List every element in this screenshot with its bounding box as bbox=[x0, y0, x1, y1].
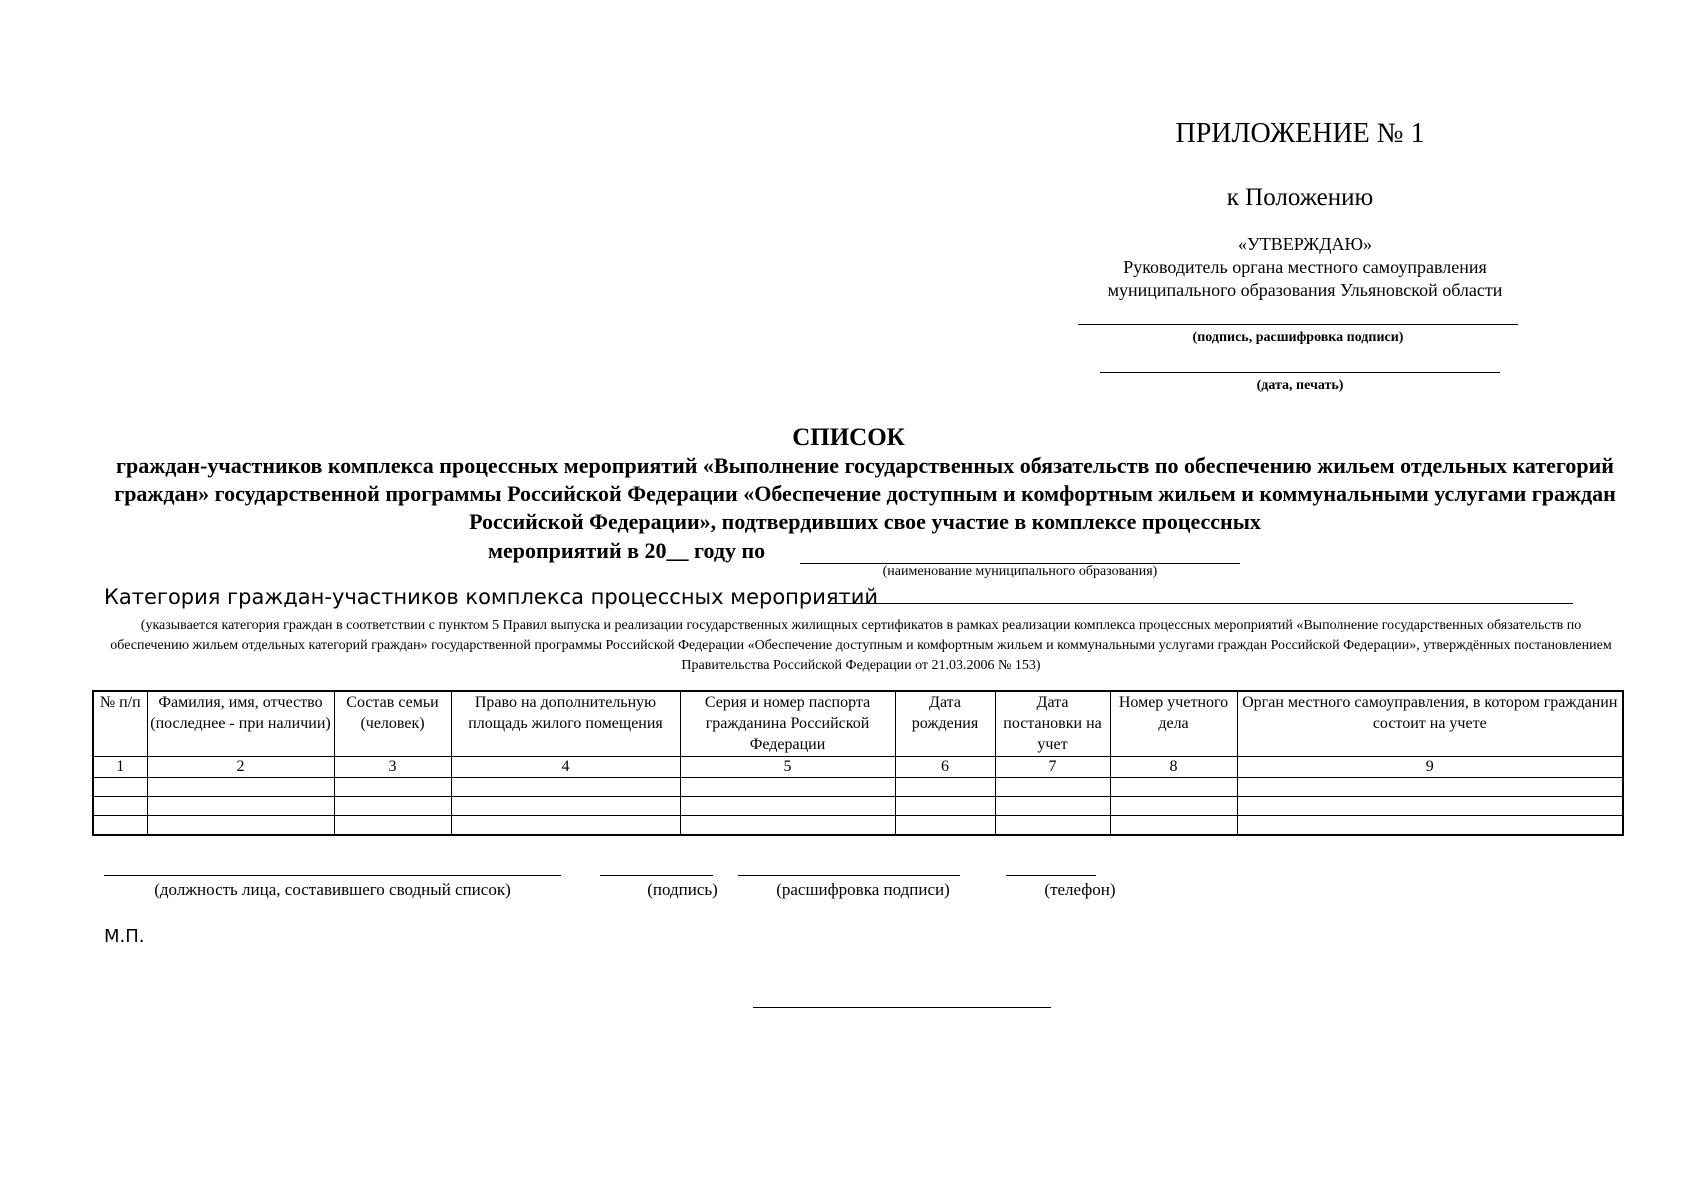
column-number: 7 bbox=[995, 757, 1110, 778]
empty-cell bbox=[334, 797, 451, 816]
column-header: № п/п bbox=[93, 691, 147, 757]
approval-date-caption: (дата, печать) bbox=[1256, 378, 1344, 393]
empty-cell bbox=[995, 797, 1110, 816]
approval-date-line bbox=[1100, 372, 1500, 373]
empty-cell bbox=[895, 797, 995, 816]
signature-blank-line bbox=[600, 875, 713, 876]
table-row bbox=[93, 816, 1623, 836]
approval-block bbox=[1055, 233, 1555, 302]
empty-cell bbox=[451, 778, 680, 797]
column-number: 9 bbox=[1237, 757, 1623, 778]
empty-cell bbox=[995, 816, 1110, 836]
approver-signature-caption: (подпись, расшифровка подписи) bbox=[1192, 330, 1404, 345]
column-number: 4 bbox=[451, 757, 680, 778]
to-regulation-label: к Положению bbox=[1226, 184, 1374, 211]
empty-cell bbox=[147, 816, 334, 836]
empty-cell bbox=[680, 816, 895, 836]
category-label: Категория граждан-участников комплекса процессных мероприятий bbox=[104, 585, 879, 609]
column-header: Состав семьи (человек) bbox=[334, 691, 451, 757]
table-row bbox=[93, 778, 1623, 797]
decoding-caption: (расшифровка подписи) bbox=[776, 880, 950, 899]
empty-cell bbox=[93, 778, 147, 797]
column-header: Серия и номер паспорта гражданина Российской Федерации bbox=[680, 691, 895, 757]
phone-blank-line bbox=[1006, 875, 1096, 876]
phone-caption: (телефон) bbox=[1044, 880, 1116, 899]
column-number-row bbox=[93, 757, 1623, 778]
empty-cell bbox=[451, 816, 680, 836]
table-header-row bbox=[93, 691, 1623, 757]
bottom-separator bbox=[753, 1007, 1051, 1008]
column-number: 6 bbox=[895, 757, 995, 778]
empty-cell bbox=[1237, 816, 1623, 836]
stamp-label: М.П. bbox=[104, 926, 145, 947]
approver-position-line-2: муниципального образования Ульяновской области bbox=[1107, 280, 1503, 300]
participants-table bbox=[92, 690, 1624, 836]
empty-cell bbox=[895, 816, 995, 836]
empty-cell bbox=[147, 797, 334, 816]
empty-cell bbox=[1237, 797, 1623, 816]
category-note: (указывается категория граждан в соответствии с пунктом 5 Правил выпуска и реализации государственных жилищных сертификатов в рамках реализации комплекса процессных мероприятий «Выполнение государственных обязательств по обеспечению жильем отдельных категорий граждан» государственной программы Российской Федерации «Обеспечение доступным и комфортным жильем и коммунальными услугами граждан Российской Федерации», утверждённых постановлением Правительства Российской Федерации от 21.03.2006 № 153) bbox=[110, 618, 1612, 673]
empty-cell bbox=[680, 797, 895, 816]
signature-caption: (подпись) bbox=[647, 880, 718, 899]
column-header: Дата постановки на учет bbox=[995, 691, 1110, 757]
approver-signature-line bbox=[1078, 324, 1518, 325]
empty-cell bbox=[93, 816, 147, 836]
appendix-title: ПРИЛОЖЕНИЕ № 1 bbox=[1175, 118, 1425, 149]
column-header: Дата рождения bbox=[895, 691, 995, 757]
empty-cell bbox=[451, 797, 680, 816]
empty-cell bbox=[147, 778, 334, 797]
decoding-blank-line bbox=[738, 875, 960, 876]
column-header: Орган местного самоуправления, в котором гражданин состоит на учете bbox=[1237, 691, 1623, 757]
column-number: 1 bbox=[93, 757, 147, 778]
column-number: 5 bbox=[680, 757, 895, 778]
position-blank-line bbox=[104, 875, 561, 876]
empty-cell bbox=[93, 797, 147, 816]
empty-cell bbox=[334, 778, 451, 797]
empty-cell bbox=[995, 778, 1110, 797]
year-label: мероприятий в 20__ году по bbox=[488, 538, 766, 563]
column-header: Право на дополнительную площадь жилого помещения bbox=[451, 691, 680, 757]
category-blank-line bbox=[828, 603, 1573, 604]
empty-cell bbox=[1110, 816, 1237, 836]
approve-label: «УТВЕРЖДАЮ» bbox=[1237, 234, 1373, 254]
column-number: 3 bbox=[334, 757, 451, 778]
document-description: граждан-участников комплекса процессных мероприятий «Выполнение государственных обязательств по обеспечению жильем отдельных категорий граждан» государственной программы Российской Федерации «Обеспечение доступным и комфортным жильем и коммунальными услугами граждан Российской Федерации», подтвердивших свое участие в комплексе процессных bbox=[114, 453, 1616, 534]
column-header: Фамилия, имя, отчество (последнее - при наличии) bbox=[147, 691, 334, 757]
empty-cell bbox=[895, 778, 995, 797]
approver-position-line-1: Руководитель органа местного самоуправления bbox=[1123, 257, 1487, 277]
document-heading: СПИСОК bbox=[792, 424, 905, 451]
empty-cell bbox=[1110, 797, 1237, 816]
municipality-caption: (наименование муниципального образования) bbox=[882, 564, 1158, 579]
position-caption: (должность лица, составившего сводный список) bbox=[154, 880, 511, 899]
empty-cell bbox=[1110, 778, 1237, 797]
table-row bbox=[93, 797, 1623, 816]
column-number: 8 bbox=[1110, 757, 1237, 778]
column-number: 2 bbox=[147, 757, 334, 778]
empty-cell bbox=[1237, 778, 1623, 797]
empty-cell bbox=[680, 778, 895, 797]
empty-cell bbox=[334, 816, 451, 836]
column-header: Номер учетного дела bbox=[1110, 691, 1237, 757]
